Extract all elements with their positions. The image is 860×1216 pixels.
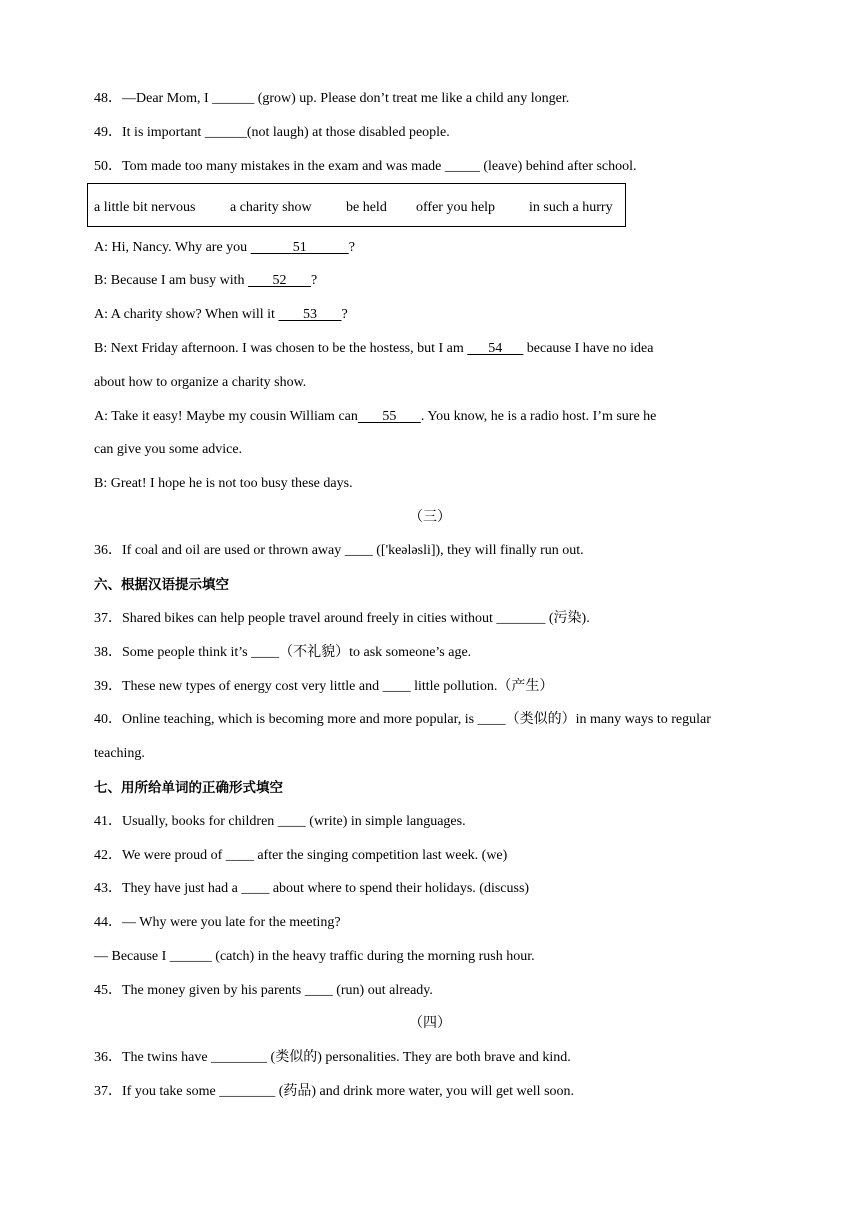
section-heading-7: 七、用所给单词的正确形式填空: [94, 780, 283, 796]
question-43: 43．They have just had a ____ about where to spend their holidays. (discuss): [94, 881, 530, 896]
section-label-4: （四）: [409, 1016, 451, 1031]
word-bank-item: a charity show: [230, 200, 312, 215]
question-48: 48．—Dear Mom, I ______ (grow) up. Please don’t treat me like a child any longer.: [94, 91, 570, 106]
question-38: 38．Some people think it’s ____（不礼貌）to ask someone’s age.: [94, 645, 472, 660]
dialogue-line-7: can give you some advice.: [94, 442, 243, 457]
word-bank-item: be held: [346, 200, 387, 215]
dialogue-line-3: A: A charity show? When will it 53 ?: [94, 307, 348, 322]
blank-55: 55: [357, 409, 421, 424]
word-bank-item: in such a hurry: [529, 200, 613, 215]
question-50: 50．Tom made too many mistakes in the exam and was made _____ (leave) behind after school.: [94, 159, 637, 174]
section-label-3: （三）: [409, 510, 451, 525]
question-41: 41．Usually, books for children ____ (write) in simple languages.: [94, 814, 466, 829]
dialogue-line-8: B: Great! I hope he is not too busy these days.: [94, 476, 353, 491]
dialogue-line-6: A: Take it easy! Maybe my cousin William can 55 . You know, he is a radio host. I’m sure he: [94, 409, 657, 424]
blank-54: 54: [467, 341, 524, 356]
section4-question-37: 37．If you take some ________ (药品) and drink more water, you will get well soon.: [94, 1084, 575, 1099]
word-bank-item: offer you help: [416, 200, 496, 215]
dialogue-line-5: about how to organize a charity show.: [94, 375, 307, 390]
dialogue-line-4: B: Next Friday afternoon. I was chosen to be the hostess, but I am 54 because I have no idea: [94, 341, 654, 356]
question-40-continued: teaching.: [94, 746, 145, 761]
question-42: 42．We were proud of ____ after the singing competition last week. (we): [94, 848, 508, 863]
blank-53: 53: [278, 307, 342, 322]
question-44-answer: — Because I ______ (catch) in the heavy traffic during the morning rush hour.: [94, 949, 535, 964]
question-45: 45．The money given by his parents ____ (run) out already.: [94, 983, 433, 998]
question-39: 39．These new types of energy cost very little and ____ little pollution.（产生）: [94, 679, 554, 694]
word-bank-box: [87, 183, 626, 227]
word-bank-item: a little bit nervous: [94, 200, 196, 215]
question-37: 37．Shared bikes can help people travel around freely in cities without _______ (污染).: [94, 611, 590, 626]
section4-question-36: 36．The twins have ________ (类似的) personalities. They are both brave and kind.: [94, 1050, 571, 1065]
question-49: 49．It is important ______(not laugh) at those disabled people.: [94, 125, 450, 140]
section-heading-6: 六、根据汉语提示填空: [94, 577, 229, 593]
dialogue-line-2: B: Because I am busy with 52 ?: [94, 273, 318, 288]
question-40: 40．Online teaching, which is becoming more and more popular, is ____（类似的）in many ways to regular: [94, 712, 711, 727]
blank-52: 52: [247, 273, 311, 288]
section3-question-36: 36．If coal and oil are used or thrown away ____ (['keələsli]), they will finally run out.: [94, 543, 584, 558]
question-44: 44．— Why were you late for the meeting?: [94, 915, 341, 930]
dialogue-line-1: A: Hi, Nancy. Why are you 51 ?: [94, 240, 355, 255]
blank-51: 51: [250, 240, 349, 255]
